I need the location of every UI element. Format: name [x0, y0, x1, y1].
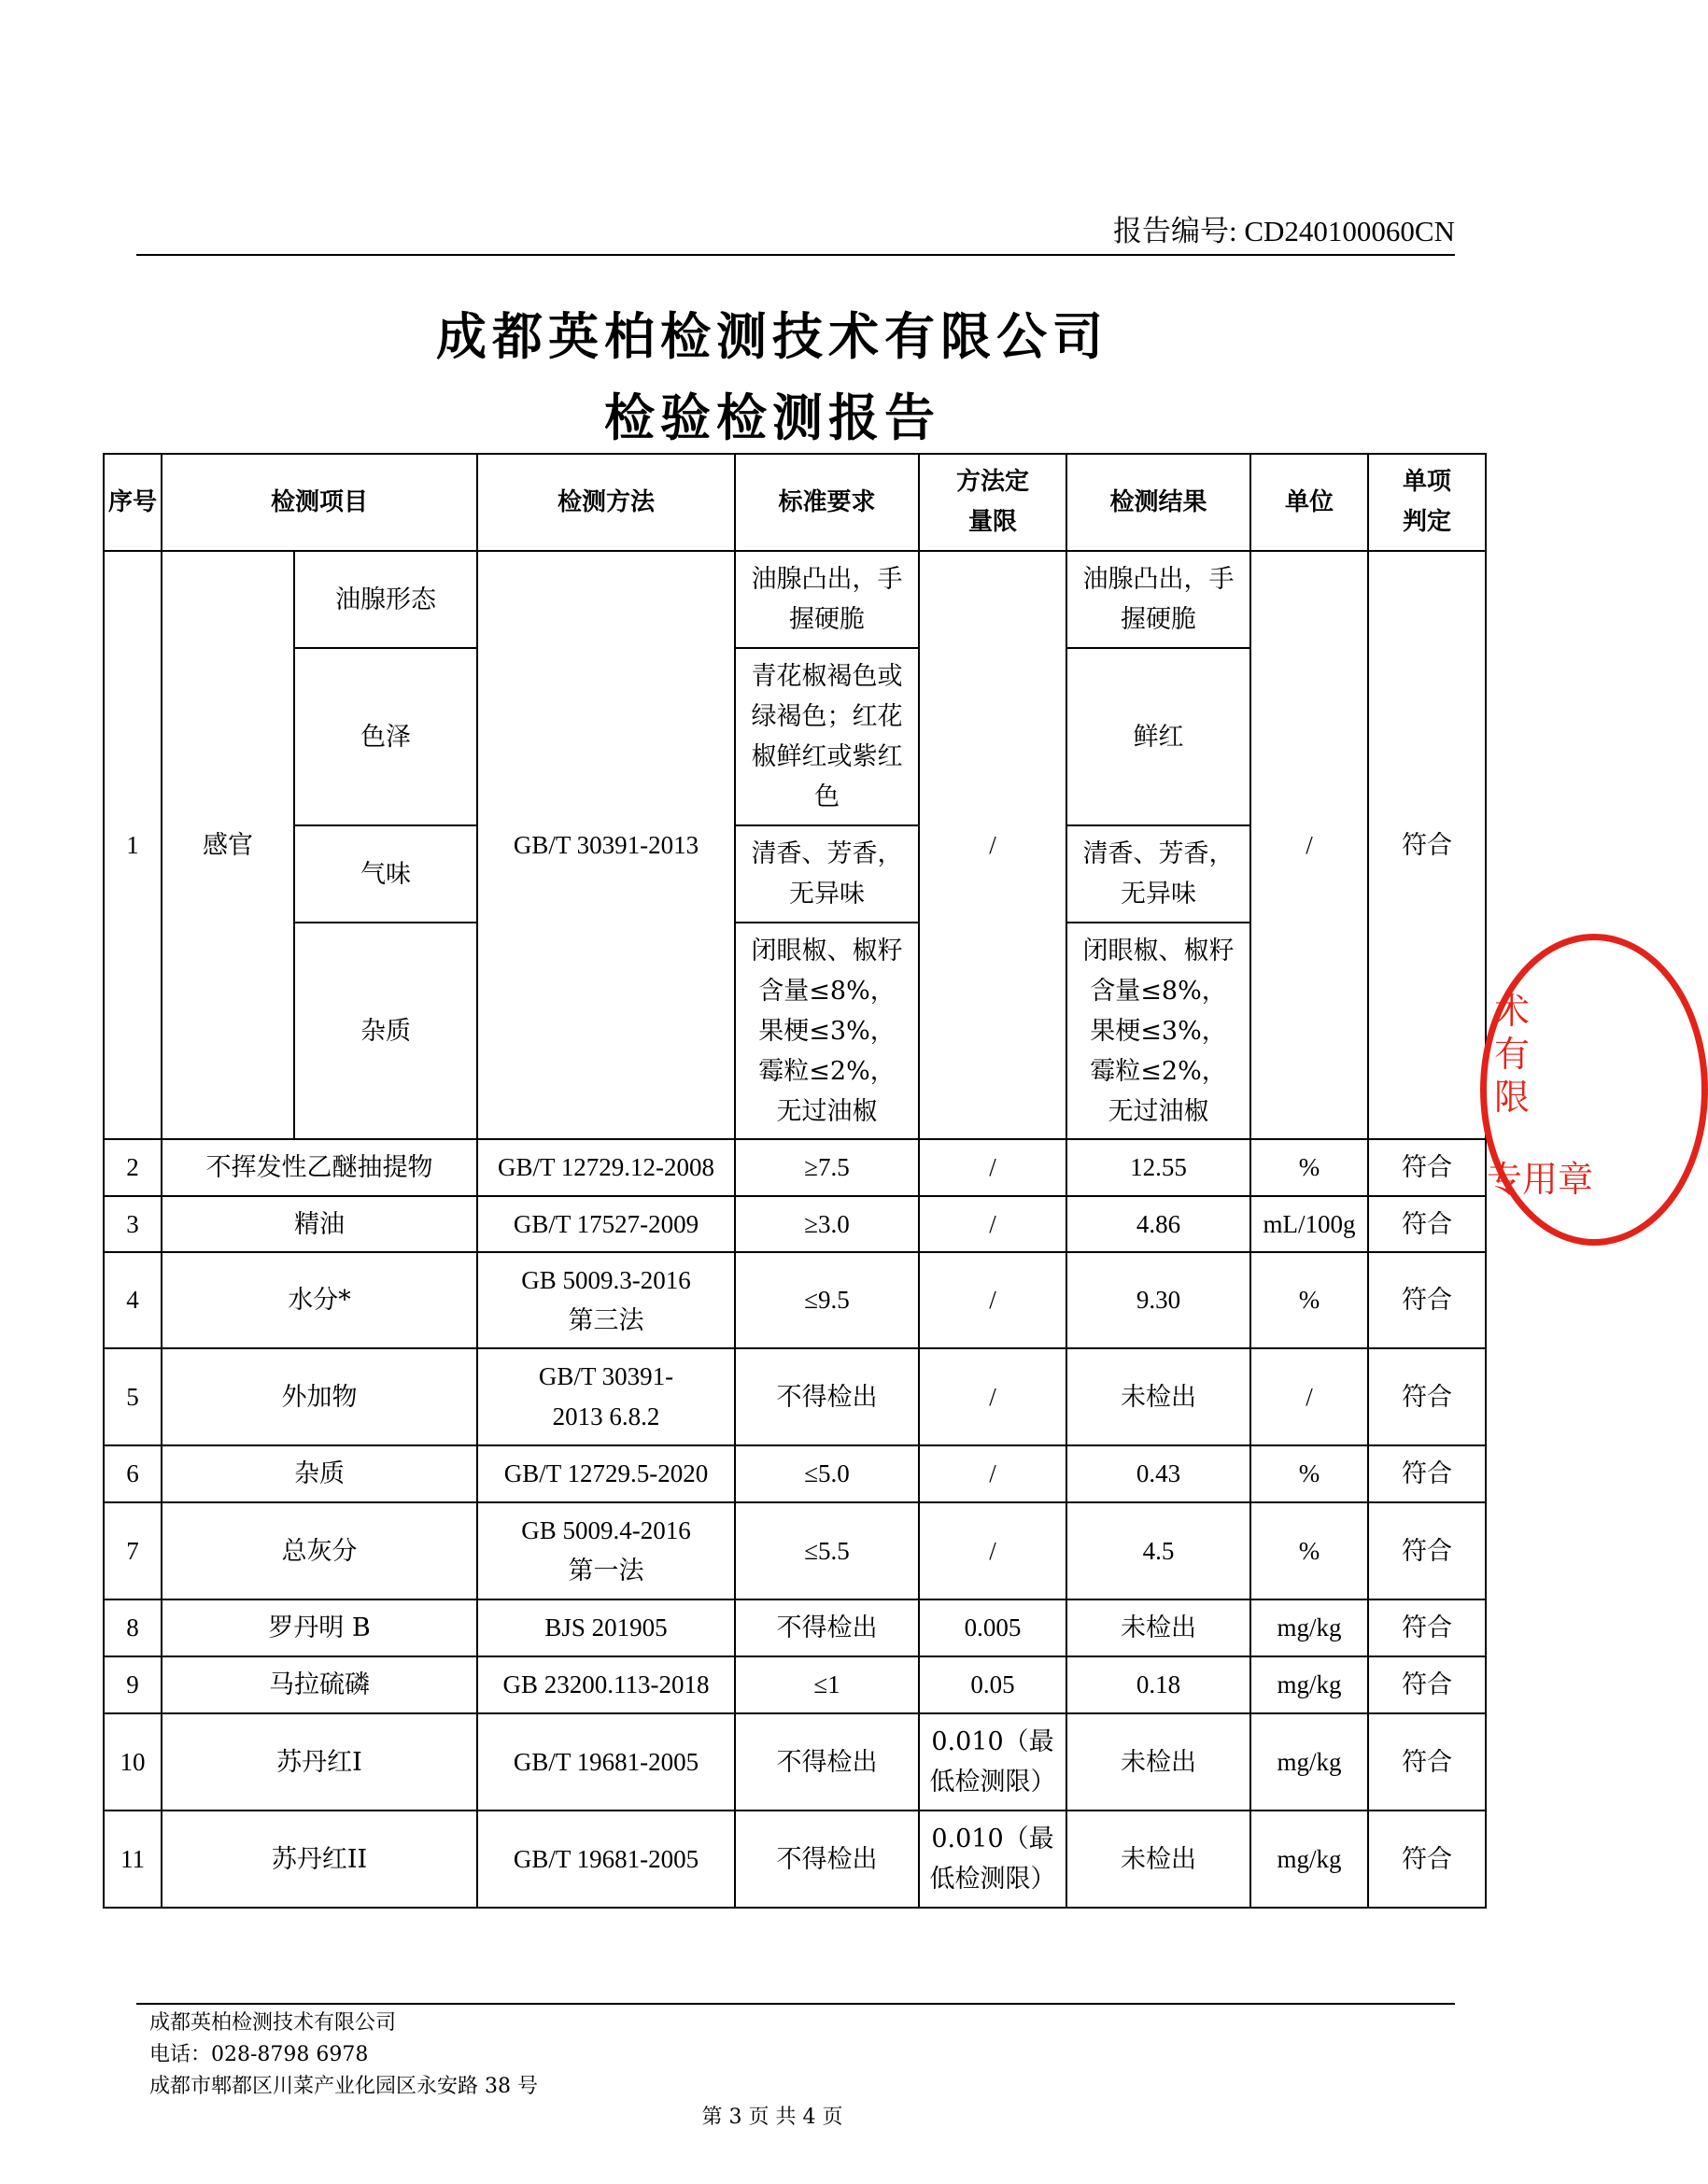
method-cell: GB/T 19681-2005 — [477, 1811, 735, 1908]
header-method: 检测方法 — [477, 454, 735, 551]
sub-item-cell: 气味 — [294, 825, 477, 923]
verdict-cell: 符合 — [1368, 1599, 1486, 1656]
report-number: 报告编号: CD240100060CN — [1113, 215, 1455, 247]
sub-item-cell: 色泽 — [294, 648, 477, 825]
requirement-cell: 不得检出 — [735, 1599, 919, 1656]
header-seq: 序号 — [104, 454, 162, 551]
table-row — [104, 1348, 1486, 1445]
footer-rule — [136, 2003, 1455, 2005]
seq-cell: 4 — [104, 1252, 162, 1348]
header-unit: 单位 — [1250, 454, 1368, 551]
requirement-cell: ≤9.5 — [735, 1252, 919, 1348]
limit-cell: 0.05 — [919, 1656, 1066, 1713]
result-cell: 闭眼椒、椒籽含量≤8%，果梗≤3%，霉粒≤2%，无过油椒 — [1066, 923, 1250, 1139]
requirement-cell: ≥7.5 — [735, 1139, 919, 1196]
limit-cell: 0.010（最低检测限） — [919, 1713, 1066, 1811]
header-requirement: 标准要求 — [735, 454, 919, 551]
limit-cell: / — [919, 551, 1066, 1139]
seq-cell: 2 — [104, 1139, 162, 1196]
table-row — [104, 1252, 1486, 1348]
unit-cell: / — [1250, 551, 1368, 1139]
header-verdict: 单项判定 — [1368, 454, 1486, 551]
company-seal — [1480, 934, 1708, 1246]
requirement-cell: ≥3.0 — [735, 1196, 919, 1252]
seq-cell: 9 — [104, 1656, 162, 1713]
method-cell: GB/T 30391-2013 6.8.2 — [477, 1348, 735, 1445]
company-title: 成都英柏检测技术有限公司 — [436, 307, 1108, 366]
method-cell: GB 5009.3-2016 第三法 — [477, 1252, 735, 1348]
result-cell: 清香、芳香，无异味 — [1066, 825, 1250, 923]
unit-cell: mg/kg — [1250, 1656, 1368, 1713]
limit-cell: 0.005 — [919, 1599, 1066, 1656]
requirement-cell: ≤1 — [735, 1656, 919, 1713]
item-cell: 总灰分 — [162, 1502, 477, 1599]
requirement-cell: 清香、芳香，无异味 — [735, 825, 919, 923]
limit-cell: / — [919, 1196, 1066, 1252]
verdict-cell: 符合 — [1368, 1713, 1486, 1811]
verdict-cell: 符合 — [1368, 551, 1486, 1139]
unit-cell: % — [1250, 1139, 1368, 1196]
table-row — [104, 1502, 1486, 1599]
method-cell: GB/T 12729.5-2020 — [477, 1445, 735, 1502]
method-cell: GB/T 19681-2005 — [477, 1713, 735, 1811]
unit-cell: mg/kg — [1250, 1599, 1368, 1656]
header-limit: 方法定量限 — [919, 454, 1066, 551]
limit-cell: / — [919, 1502, 1066, 1599]
verdict-cell: 符合 — [1368, 1502, 1486, 1599]
footer-company: 成都英柏检测技术有限公司 — [149, 2011, 397, 2035]
item-cell: 杂质 — [162, 1445, 477, 1502]
seal-text-top: 术有限 — [1494, 991, 1531, 1118]
table-row — [104, 1656, 1486, 1713]
unit-cell: / — [1250, 1348, 1368, 1445]
verdict-cell: 符合 — [1368, 1656, 1486, 1713]
result-cell: 油腺凸出，手握硬脆 — [1066, 551, 1250, 648]
item-cell: 水分* — [162, 1252, 477, 1348]
result-cell: 鲜红 — [1066, 648, 1250, 825]
sub-item-cell: 杂质 — [294, 923, 477, 1139]
result-cell: 4.5 — [1066, 1502, 1250, 1599]
result-cell: 未检出 — [1066, 1599, 1250, 1656]
seq-cell: 10 — [104, 1713, 162, 1811]
group-cell: 感官 — [162, 551, 294, 1139]
verdict-cell: 符合 — [1368, 1196, 1486, 1252]
table-row — [104, 551, 1486, 648]
verdict-cell: 符合 — [1368, 1252, 1486, 1348]
method-cell: GB/T 30391-2013 — [477, 551, 735, 1139]
table-row — [104, 1196, 1486, 1252]
result-cell: 未检出 — [1066, 1811, 1250, 1908]
method-cell: GB 5009.4-2016 第一法 — [477, 1502, 735, 1599]
limit-cell: / — [919, 1252, 1066, 1348]
seq-cell: 6 — [104, 1445, 162, 1502]
limit-cell: 0.010（最低检测限） — [919, 1811, 1066, 1908]
seq-cell: 5 — [104, 1348, 162, 1445]
header-row — [104, 454, 1486, 551]
limit-cell: / — [919, 1139, 1066, 1196]
header-item: 检测项目 — [162, 454, 477, 551]
unit-cell: % — [1250, 1252, 1368, 1348]
footer-phone: 电话：028-8798 6978 — [149, 2043, 369, 2066]
header-rule — [136, 254, 1455, 256]
method-cell: GB/T 12729.12-2008 — [477, 1139, 735, 1196]
verdict-cell: 符合 — [1368, 1445, 1486, 1502]
requirement-cell: 不得检出 — [735, 1348, 919, 1445]
seq-cell: 8 — [104, 1599, 162, 1656]
header-result: 检测结果 — [1066, 454, 1250, 551]
limit-cell: / — [919, 1445, 1066, 1502]
page-number: 第 3 页 共 4 页 — [701, 2106, 843, 2129]
seal-text-bottom: 专用章 — [1487, 1159, 1594, 1200]
result-cell: 未检出 — [1066, 1713, 1250, 1811]
table-row — [104, 1445, 1486, 1502]
result-cell: 0.43 — [1066, 1445, 1250, 1502]
unit-cell: % — [1250, 1445, 1368, 1502]
item-cell: 苏丹红I — [162, 1713, 477, 1811]
item-cell: 精油 — [162, 1196, 477, 1252]
result-cell: 0.18 — [1066, 1656, 1250, 1713]
item-cell: 马拉硫磷 — [162, 1656, 477, 1713]
requirement-cell: ≤5.5 — [735, 1502, 919, 1599]
requirement-cell: 闭眼椒、椒籽含量≤8%，果梗≤3%，霉粒≤2%，无过油椒 — [735, 923, 919, 1139]
result-cell: 9.30 — [1066, 1252, 1250, 1348]
table-row — [104, 1139, 1486, 1196]
result-cell: 12.55 — [1066, 1139, 1250, 1196]
seq-cell: 11 — [104, 1811, 162, 1908]
results-table — [103, 453, 1487, 1909]
requirement-cell: 油腺凸出，手握硬脆 — [735, 551, 919, 648]
requirement-cell: 不得检出 — [735, 1811, 919, 1908]
method-cell: GB 23200.113-2018 — [477, 1656, 735, 1713]
requirement-cell: 青花椒褐色或绿褐色；红花椒鲜红或紫红色 — [735, 648, 919, 825]
verdict-cell: 符合 — [1368, 1811, 1486, 1908]
method-cell: BJS 201905 — [477, 1599, 735, 1656]
footer — [149, 2008, 538, 2103]
table-row — [104, 1599, 1486, 1656]
item-cell: 罗丹明 B — [162, 1599, 477, 1656]
item-cell: 苏丹红II — [162, 1811, 477, 1908]
requirement-cell: ≤5.0 — [735, 1445, 919, 1502]
document-title: 检验检测报告 — [604, 388, 940, 447]
limit-cell: / — [919, 1348, 1066, 1445]
unit-cell: mg/kg — [1250, 1713, 1368, 1811]
table-row — [104, 1713, 1486, 1811]
table-row — [104, 1811, 1486, 1908]
requirement-cell: 不得检出 — [735, 1713, 919, 1811]
unit-cell: mL/100g — [1250, 1196, 1368, 1252]
seq-cell: 7 — [104, 1502, 162, 1599]
verdict-cell: 符合 — [1368, 1348, 1486, 1445]
result-cell: 未检出 — [1066, 1348, 1250, 1445]
unit-cell: mg/kg — [1250, 1811, 1368, 1908]
method-cell: GB/T 17527-2009 — [477, 1196, 735, 1252]
seq-cell: 3 — [104, 1196, 162, 1252]
seq-cell: 1 — [104, 551, 162, 1139]
unit-cell: % — [1250, 1502, 1368, 1599]
item-cell: 不挥发性乙醚抽提物 — [162, 1139, 477, 1196]
verdict-cell: 符合 — [1368, 1139, 1486, 1196]
footer-address: 成都市郫都区川菜产业化园区永安路 38 号 — [149, 2075, 538, 2098]
sub-item-cell: 油腺形态 — [294, 551, 477, 648]
item-cell: 外加物 — [162, 1348, 477, 1445]
result-cell: 4.86 — [1066, 1196, 1250, 1252]
